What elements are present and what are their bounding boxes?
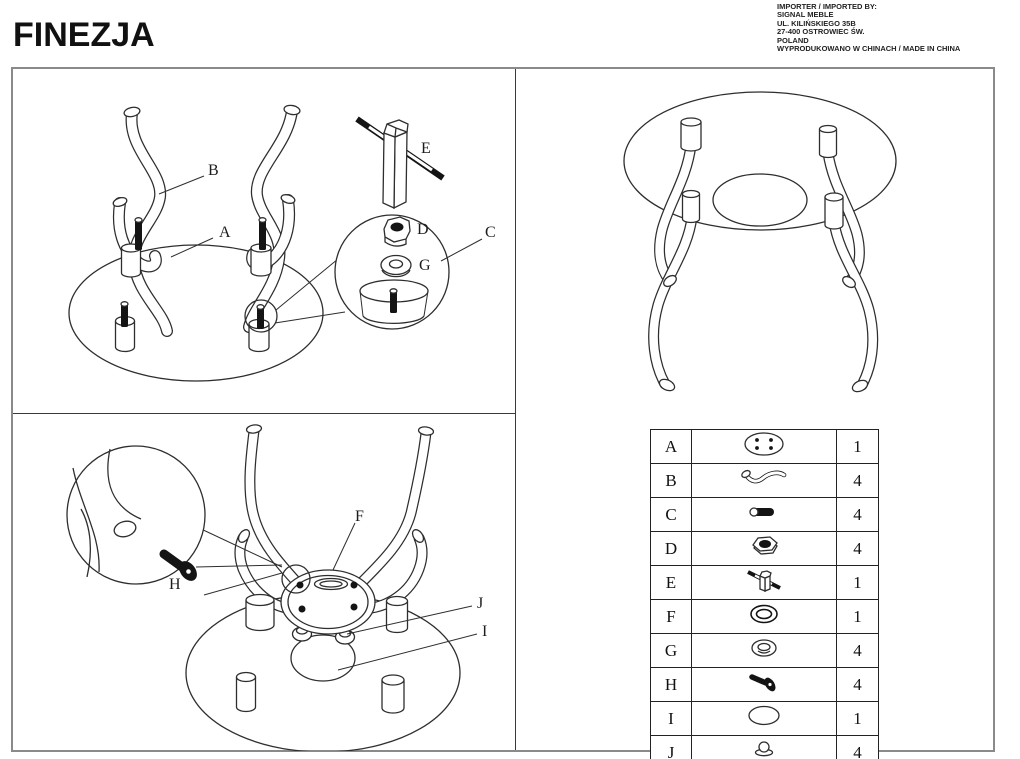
page-title: FINEZJA [13, 16, 155, 54]
label-C: C [485, 224, 496, 241]
parts-row [651, 464, 879, 498]
part-letter: F [651, 600, 692, 634]
parts-row [651, 736, 879, 759]
quadrant-divider-horizontal [13, 413, 516, 414]
hex-nut-icon [734, 532, 794, 560]
washer-icon [734, 634, 794, 662]
label-J: J [477, 595, 484, 612]
importer-line: IMPORTER / IMPORTED BY: [777, 2, 877, 11]
parts-table [650, 429, 879, 759]
round-disc-icon [734, 702, 794, 730]
parts-row [651, 532, 879, 566]
center-base [713, 174, 807, 226]
label-I: I [482, 623, 488, 640]
socket-wrench-icon [734, 566, 794, 594]
parts-row [651, 430, 879, 464]
parts-row [651, 498, 879, 532]
part-qty: 4 [837, 498, 879, 532]
importer-info [777, 3, 1017, 53]
bolt-pin-icon [734, 498, 794, 526]
parts-row [651, 668, 879, 702]
base-oval [69, 245, 323, 381]
part-qty: 1 [837, 600, 879, 634]
large-ring-washer-icon [734, 600, 794, 628]
wrench-tool [357, 119, 443, 208]
label-F: F [355, 508, 364, 525]
parts-row [651, 634, 879, 668]
importer-line: 27-400 OSTROWIEC ŚW. [777, 27, 865, 37]
label-D: D [417, 221, 429, 238]
part-letter: J [651, 736, 692, 759]
part-qty: 4 [837, 464, 879, 498]
label-H: H [169, 576, 181, 593]
assembled-table-diagram [516, 69, 994, 413]
step2-diagram [13, 415, 516, 751]
part-qty: 4 [837, 736, 879, 759]
parts-row [651, 566, 879, 600]
importer-line: POLAND [777, 35, 809, 45]
foot-cap-icon [734, 736, 794, 759]
importer-line: WYPRODUKOWANO W CHINACH / MADE IN CHINA [777, 44, 961, 54]
part-qty: 1 [837, 430, 879, 464]
part-qty: 4 [837, 532, 879, 566]
part-letter: G [651, 634, 692, 668]
part-letter: D [651, 532, 692, 566]
diagram-frame [11, 67, 995, 759]
part-letter: B [651, 464, 692, 498]
curved-leg-icon [734, 464, 794, 492]
step1-diagram [13, 69, 516, 413]
part-letter: C [651, 498, 692, 532]
part-qty: 1 [837, 566, 879, 600]
label-A: A [219, 224, 231, 241]
part-letter: A [651, 430, 692, 464]
label-E: E [421, 140, 431, 157]
part-letter: E [651, 566, 692, 600]
part-letter: I [651, 702, 692, 736]
part-qty: 1 [837, 702, 879, 736]
importer-line: UL. KILIŃSKIEGO 35B [777, 18, 856, 28]
part-qty: 4 [837, 634, 879, 668]
part-letter: H [651, 668, 692, 702]
label-B: B [208, 162, 219, 179]
parts-row [651, 600, 879, 634]
part-qty: 4 [837, 668, 879, 702]
label-G: G [419, 257, 431, 274]
parts-row [651, 702, 879, 736]
countersunk-screw-icon [734, 668, 794, 696]
leg-tubes [654, 145, 873, 394]
importer-line: SIGNAL MEBLE [777, 10, 834, 20]
oval-base-plate-icon [734, 430, 794, 458]
